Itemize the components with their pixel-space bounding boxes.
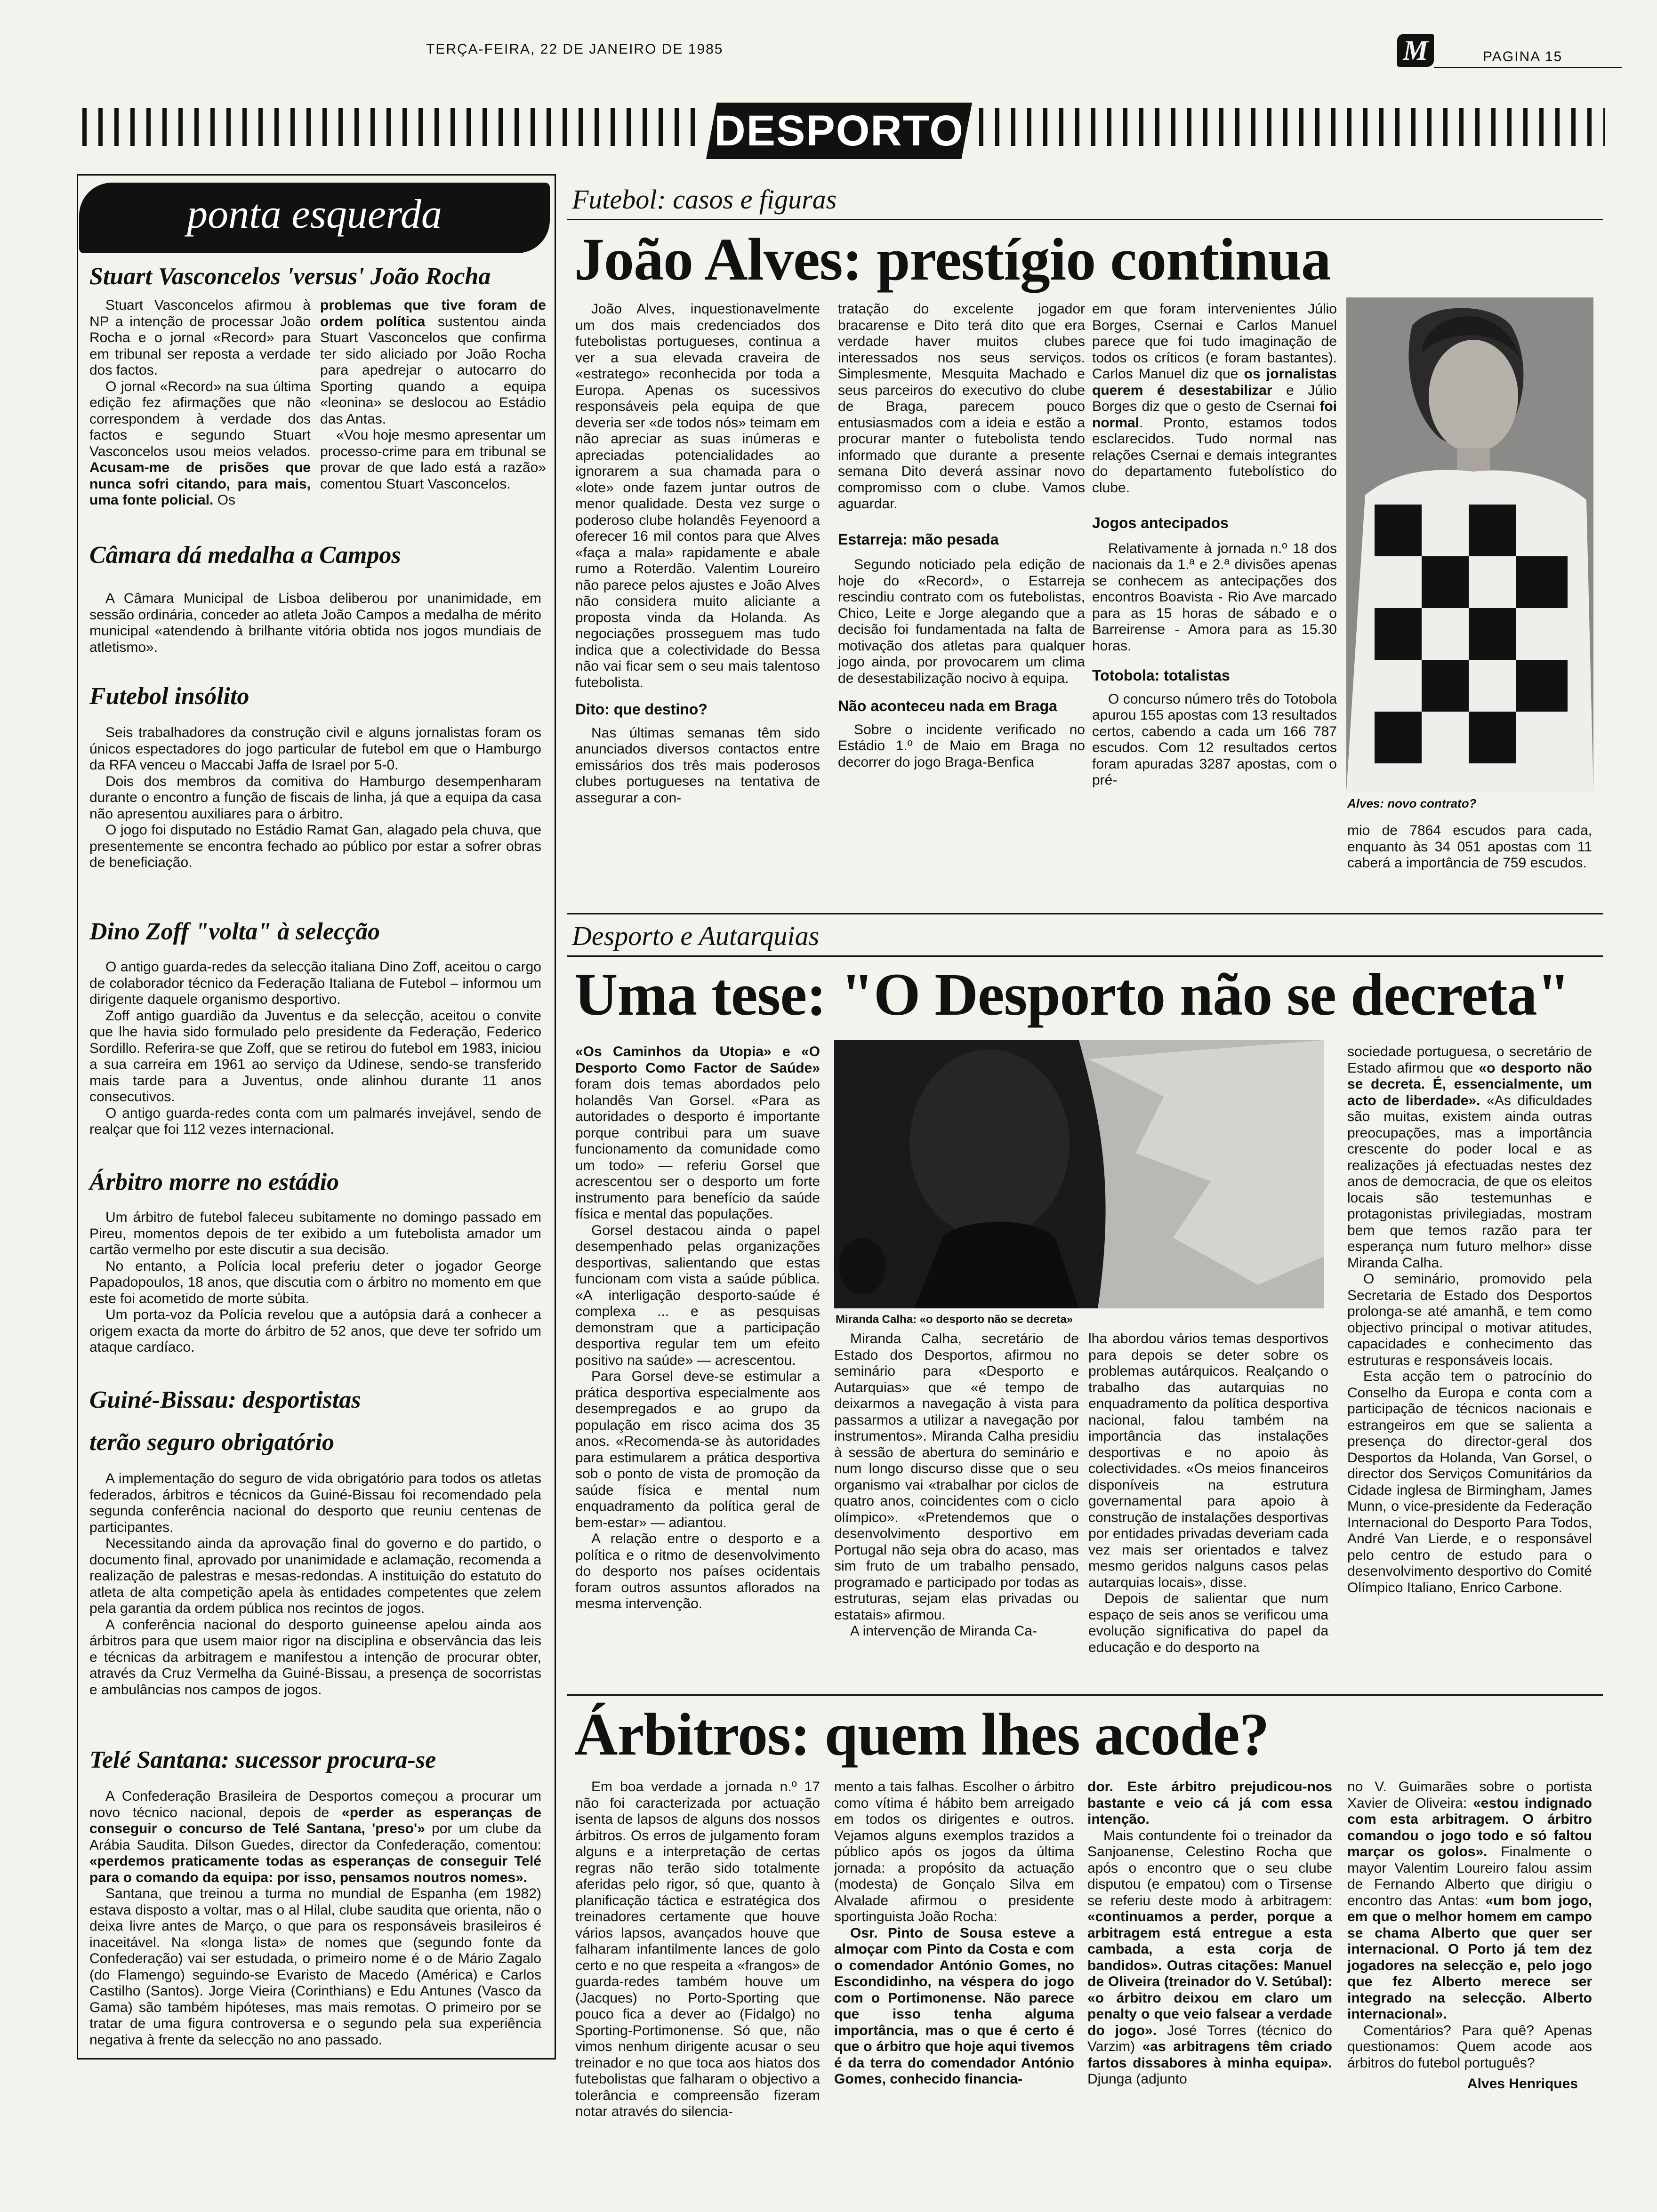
arbitros-c3-bold: dor. Este árbitro prejudicou-nos bastante e veio cá já com essa intenção.: [1087, 1779, 1332, 1827]
tese-c3-p1: lha abordou vários temas desportivos para depois se deter sobre os problemas autárquicos. Realçando o trabalho das autarquias no enquadramento da política desportiva nacional, falou também na importância das instalações desportivas e no apoio às colectividades. «Os meios financeiros disponíveis na estrutura governamental para apoio à construção de instalações desportivas por entidades privadas deveriam cada vez mais ser orientados e talvez mesmo geridos nalguns casos pelas autarquias locais», disse.: [1088, 1331, 1328, 1590]
alves-photo-caption: Alves: novo contrato?: [1347, 796, 1477, 810]
tese-c3-p2: Depois de salientar que num espaço de seis anos se verificou uma evolução significativa do papel da educação e do desporto na: [1088, 1591, 1328, 1655]
section-title: DESPORTO: [714, 107, 964, 155]
zoff-p1: O antigo guarda-redes da selecção italiana Dino Zoff, aceitou o cargo de colaborador técnico da Federação Italiana de Futebol – informou um dirigente daquele organismo desportivo.: [89, 959, 541, 1007]
arbitros-title: Árbitros: quem lhes acode?: [574, 1701, 1269, 1768]
tese-col-2: [834, 1331, 1079, 1640]
tele-p1-a: A Confederação Brasileira de Desportos começou a procurar um novo técnico nacional, depois de: [89, 1788, 541, 1820]
zoff-p3: O antigo guarda-redes conta com um palmarés invejável, sendo de realçar que foi 112 vezes internacional.: [89, 1105, 541, 1137]
zoff-title: Dino Zoff "volta" à selecção: [89, 918, 380, 945]
arbitros-c4-bold: «estou indignado com esta arbitragem. O árbitro comandou o jogo todo e só faltou marçar os golos».: [1347, 1795, 1592, 1859]
zoff-p2: Zoff antigo guardião da Juventus e da selecção, aceitou o convite que lhe havia sido formulado pelo presidente da Federação, Federico Sordillo. Referira-se que Zoff, que se retirou do futebol em 1983, iniciou a sua carreira em 1961 ao serviço da Udinese, sendo-se transferido mais tarde para a Juventus, onde alinhou durante 11 anos consecutivos.: [89, 1008, 541, 1105]
alves-sub-braga: Não aconteceu nada em Braga: [838, 697, 1057, 714]
alves-c3-bold2: foi normal: [1092, 399, 1337, 431]
alves-kicker: Futebol: casos e figuras: [572, 184, 837, 215]
alves-sub-jogos: Jogos antecipados: [1092, 514, 1229, 531]
insolito-p3: O jogo foi disputado no Estádio Ramat Gan, alagado pela chuva, que presentemente se encontra fechado ao público por estar a sofrer obras de beneficiação.: [89, 822, 541, 870]
tese-c2-p1: Miranda Calha, secretário de Estado dos Desportos, afirmou no seminário para «Desporto e Autarquias» que «é tempo de deixarmos a navegação à vista para passarmos a utilizar a navegação por instrumentos». Miranda Calha presidiu à sessão de abertura do seminário e num longo discurso disse que o seu organismo vai «trabalhar por ciclos de quatro anos, coincidentes com o ciclo olímpico». «Pretendemos que o desenvolvimento desportivo em Portugal não seja obra do acaso, mas sim fruto de um trabalho pensado, programado e participado por todas as estruturas, sejam elas privadas ou estatais» afirmou.: [834, 1331, 1079, 1623]
arbitros-c2-p1: mento a tais falhas. Escolher o árbitro como vítima é hábito bem arreigado em todos os dirigentes e outros. Vejamos alguns exemplos trazidos a público após os jogos da última jornada: a propósito da actuação (modesta) de Gonçalo Silva em Alvalade afirmou o presidente sportinguista João Rocha:: [834, 1779, 1074, 1924]
tese-c4-a: sociedade portuguesa, o secretário de Estado afirmou que: [1347, 1044, 1592, 1076]
arbitros-col-3: [1087, 1779, 1332, 2088]
guine-p1: A implementação do seguro de vida obrigatório para todos os atletas federados, árbitros e técnicos da Guiné-Bissau foi recomendado pela segunda conferência nacional do desporto que reuniu centenas de participantes.: [89, 1471, 541, 1535]
tese-c1-p4: A relação entre o desporto e a política e o ritmo de desenvolvimento do desporto nos países ocidentais foram outros assuntos aflorados na mesma intervenção.: [575, 1531, 820, 1611]
alves-c3-bold1: os jornalistas querem é desestabilizar: [1092, 366, 1337, 398]
guine-body: [89, 1471, 541, 1698]
futebol-insolito-body: [89, 725, 541, 871]
tese-c1-p3: Para Gorsel deve-se estimular a prática desportiva especialmente aos desempregados e ao grupo da população em risco acima dos 35 anos. «Recomenda-se às autoridades para estimularem a prática desportiva sob o ponto de vista de promoção da saúde física e mental num enquadramento da política geral de bem-estar» — adiantou.: [575, 1369, 820, 1531]
arbitros-c3-b: José Torres (técnico do Varzim): [1087, 2022, 1332, 2054]
tese-c4-p2: O seminário, promovido pela Secretaria de Estado dos Desportos prolonga-se até amanhã, e tem como objectivo principal o motivar atitudes, capacidades e conhecimento das estruturas e responsáveis locais.: [1347, 1271, 1592, 1368]
arbitros-c3-bold2: «continuamos a perder, porque a arbitragem está entregue a esta cambada, a esta corja de bandidos». Outras citações: Manuel de Oliveira (treinador do V. Setúbal): «o árbitro deixou em claro um penalty o que veio falsear a verdade do jogo».: [1087, 1909, 1332, 2038]
stuart-p1: Stuart Vasconcelos afirmou à NP a intenção de processar João Rocha e o jornal «Record» para em tribunal ser reposta a verdade dos factos.: [89, 297, 311, 378]
arbitros-c3-bold3: «as arbitragens têm criado fartos dissabores à minha equipa».: [1087, 2039, 1332, 2071]
tese-c4-p1: [1347, 1044, 1592, 1271]
arbitros-c4-bold2: «um bom jogo, em que o melhor homem em campo se chama Alberto que quer ser internacional. O Porto já tem dez jogadores na selecção e, pelo jogo que fez Alberto merece ser integrado na selecção. Alberto internacional».: [1347, 1892, 1592, 2022]
camara-body: [89, 591, 541, 656]
arbitro-morre-body: [89, 1210, 541, 1356]
arbitro-morre-title: Árbitro morre no estádio: [89, 1169, 339, 1195]
page-date: TERÇA-FEIRA, 22 DE JANEIRO DE 1985: [426, 41, 724, 57]
tese-col-3: [1088, 1331, 1328, 1656]
arbitros-top-rule: [567, 1694, 1603, 1696]
morre-p3: Um porta-voz da Polícia revelou que a autópsia dará a conhecer a origem exacta da morte do árbitro de 52 anos, que deve ter sofrido um ataque cardíaco.: [89, 1307, 541, 1355]
arbitros-c3-a: Mais contundente foi o treinador da Sanjoanense, Celestino Rocha que após o encontro que o seu clube disputou (e empatou) com o Tirsense se referiu deste modo à arbitragem:: [1087, 1827, 1332, 1908]
arbitros-c3-p2: [1087, 1828, 1332, 2088]
header-rule: [1434, 67, 1622, 68]
alves-photo-figure: [1346, 297, 1593, 792]
tese-title: Uma tese: "O Desporto não se decreta": [574, 961, 1570, 1028]
arbitros-c4-b: Finalmente o mayor Valentim Loureiro falou assim de Fernando Alberto que dirigiu o encontro das Antas:: [1347, 1844, 1592, 1908]
stuart-p3-text: sustentou ainda Stuart Vasconcelos que confirma ter sido aliciado por João Rocha para apedrejar o autocarro do Sporting quando a equipa «leonina» se deslocou ao Estádio das Antas.: [320, 313, 546, 427]
alves-col-1: [575, 301, 820, 806]
alves-c3-b: e Júlio Borges diz que o gesto de Csernai: [1092, 382, 1337, 414]
alves-c3-p2: Relativamente à jornada n.º 18 dos nacionais da 1.ª e 2.ª divisões apenas se conhecem as antecipações dos encontros Boavista - Rio Ave marcado para as 15 horas de sábado e o Barreirense - Amora para as 15.30 horas.: [1092, 540, 1337, 654]
alves-photo: [1346, 297, 1593, 792]
zoff-body: [89, 959, 541, 1138]
section-stripes-left: [82, 108, 699, 146]
alves-c1-p1: João Alves, inquestionavelmente um dos mais credenciados dos futebolistas portugueses, continua a ver a sua elevada craveira de «estratego» reconhecida por toda a Europa. Apenas os sucessivos responsáveis pela equipa de que deveria ser «de todos nós» teimam em não apreciar as suas inúmeras e apreciadas potencialidades ao ignorarem a sua chamada para o «lote» onde fazem juntar outros de menor qualidade. Desta vez surge o poderoso clube holandês Feyenoord a oferecer 16 mil contos para que Alves «faça a mala» rapidamente e abale rumo a Roterdão. Valentim Loureiro não parece pelos ajustes e João Alves não considera muito aliciante a proposta vinda da Holanda. As negociações prosseguem mas tudo indica que a colectividade do Bessa não vai ficar sem o seu mais talentoso futebolista.: [575, 301, 820, 690]
morre-p1: Um árbitro de futebol faleceu subitamente no domingo passado em Pireu, momentos depois de ter exibido a um futebolista amador um cartão vermelho por este discutir a sua decisão.: [89, 1210, 541, 1258]
arbitros-c4-a: no V. Guimarães sobre o portista Xavier de Oliveira:: [1347, 1779, 1592, 1811]
arbitros-c2-p2: [834, 1925, 1074, 2088]
tese-c1-a: foram dois temas abordados pelo holandês Van Gorsel. «Para as autoridades o desporto é importante porque contribui para um suave funcionamento da comunidade como um todo» — referiu Gorsel que acrescentou ser o desporto um forte instrumento para benefício da saúde física e mental das populações.: [575, 1076, 820, 1222]
tese-c1-p1: [575, 1044, 820, 1223]
tele-p1: [89, 1788, 541, 1886]
alves-c3-p3: O concurso número três do Totobola apurou 155 apostas com 13 resultados certos, cabendo a cada um 166 787 escudos. Com 12 resultados certos foram apuradas 3287 apostas, com o pré-: [1092, 691, 1337, 788]
tese-col-4: [1347, 1044, 1592, 1596]
newspaper-logo: [1397, 34, 1434, 67]
alves-col-3: [1092, 301, 1337, 789]
stuart-col-b: [320, 297, 546, 492]
tele-title: Telé Santana: sucessor procura-se: [89, 1747, 436, 1773]
miranda-photo-caption: Miranda Calha: «o desporto não se decreta»: [836, 1313, 1073, 1326]
insolito-p1: Seis trabalhadores da construção civil e alguns jornalistas foram os únicos espectadores do jogo particular de futebol em que o Hamburgo da RFA venceu o Maccabi Jaffa de Israel por 5-0.: [89, 725, 541, 773]
tele-p1-b: por um clube da Arábia Saudita. Dilson Guedes, director da Confederação, comentou:: [89, 1821, 541, 1853]
alves-sub-dito: Dito: que destino?: [575, 701, 708, 718]
stuart-p2-bold: Acusam-me de prisões que nunca sofri citando, para mais, uma fonte policial.: [89, 460, 311, 508]
alves-title: João Alves: prestígio continua: [574, 226, 1331, 293]
arbitros-c3-c: Djunga (adjunto: [1087, 2071, 1187, 2087]
tese-c4-bold: «o desporto não se decreta. É, essencialmente, um acto de liberdade».: [1347, 1060, 1592, 1108]
guine-p2: Necessitando ainda da aprovação final do governo e do partido, o documento final, aprovado por unanimidade e aclamação, recomenda a realização de palestras e mesas-redondas. A instituição do estatuto do atleta de alta competição apela às entidades competentes que zelem pela garantia da ordem pública nos recintos de jogos.: [89, 1536, 541, 1616]
tese-c4-b: «As dificuldades são muitas, existem ainda outras preocupações, mas a importância crescente do poder local e as realizações já efectuadas nestes dez anos de democracia, de que os eleitos locais são testemunhas e protagonistas privilegiadas, mostram bem que temos razão para ter esperança num futuro melhor» disse Miranda Calha.: [1347, 1092, 1592, 1271]
guine-p3: A conferência nacional do desporto guineense apelou ainda aos árbitros para que usem maior rigor na disciplina e observância das leis e técnicas da arbitragem e manifestou a intenção de procurar obter, através da Cruz Vermelha da Guiné-Bissau, a presença de socorristas e ambulâncias nos campos de jogos.: [89, 1617, 541, 1698]
futebol-insolito-title: Futebol insólito: [89, 683, 249, 710]
alves-kicker-rule: [567, 219, 1603, 220]
alves-sub-estarreja: Estarreja: mão pesada: [838, 530, 999, 548]
stuart-p4: «Vou hoje mesmo apresentar um processo-crime para em tribunal se provar de que lado está a razão» comentou Stuart Vasconcelos.: [320, 427, 546, 492]
alves-c2-p2: Segundo noticiado pela edição de hoje do «Record», o Estarreja rescindiu contrato com os futebolistas, Chico, Leite e Jorge alegando que a decisão foi fundamentada na falta de motivação dos atletas para qualquer jogo ainda, por provocarem um clima de desestabilização nocivo à equipa.: [838, 557, 1085, 686]
alves-c2-p3: Sobre o incidente verificado no Estádio 1.º de Maio em Braga no decorrer do jogo Braga-Benfica: [838, 721, 1085, 770]
arbitros-c2-bold: Osr. Pinto de Sousa esteve a almoçar com Pinto da Costa e com o comendador António Gomes, no Escondidinho, na véspera do jogo com o Portimonense. Não parece que isso tenha alguma importância, mas o que é certo é que o árbitro que hoje aqui tivemos é da terra do comendador António Gomes, conhecido financia-: [834, 1925, 1074, 2087]
arbitros-col-1: [575, 1779, 820, 2120]
morre-p2: No entanto, a Polícia local preferiu deter o jogador George Papadopoulos, 18 anos, que discutia com o árbitro no momento em que este foi acometido de morte súbita.: [89, 1258, 541, 1306]
tele-p2: Santana, que treinou a turma no mundial de Espanha (em 1982) estava disposto a voltar, mas o al Hilal, clube saudita que orienta, não o deixa livre antes de Março, o que para os responsáveis brasileiros é inaceitável. Na «longa lista» de nomes que (segundo fonte da Confederação) vai ser estudada, o primeiro nome é o de Mário Zagalo (do Flamengo) seguindo-se Evaristo de Macedo (América) e Carlos Castilho (Santos). Jorge Vieira (Corinthians) e Edu Antunes (Vasco da Gama) são também hipóteses, mas mais remotas. O primeiro por se tratar de uma figura controversa e o segundo pela sua experiência negativa à frente da selecção no ano passado.: [89, 1886, 541, 2048]
tese-c4-p3: Esta acção tem o patrocínio do Conselho da Europa e conta com a participação de técnicos nacionais e estrangeiros em que se salienta a presença do director-geral dos Desportos da Holanda, Van Gorsel, o director dos Serviços Comunitários da Cidade inglesa de Birmingham, James Munn, o vice-presidente da Federação Internacional do Desporto Para Todos, André Van Lierde, e o responsável pelo centro de estudo para o desenvolvimento desportivo do Comité Olímpico Italiano, Enrico Carbone.: [1347, 1369, 1592, 1595]
camara-p1: A Câmara Municipal de Lisboa deliberou por unanimidade, em sessão ordinária, conceder ao atleta João Campos a medalha de mérito municipal «atendendo à brilhante vitória obtida nos jogos mundiais de atletismo».: [89, 591, 541, 655]
miranda-photo: [834, 1040, 1324, 1308]
alves-c3-c: . Pronto, estamos todos esclarecidos. Tudo normal nas relações Csernai e demais integrantes do departamento futebolístico do clube.: [1092, 415, 1337, 496]
arbitros-c4-p1: [1347, 1779, 1592, 2023]
tese-c1-bold: «Os Caminhos da Utopia» e «O Desporto Como Factor de Saúde»: [575, 1044, 820, 1076]
alves-col-4: [1347, 823, 1592, 872]
tese-c1-p2: Gorsel destacou ainda o papel desempenhado pelas organizações desportivas, salientando que estas funcionam com vista a saúde pública. «A interligação desporto-saúde é complexa ... e as pesquisas demonstram que a participação desportiva regular tem um efeito positivo na saúde» — acrescentou.: [575, 1222, 820, 1368]
camara-title: Câmara dá medalha a Campos: [89, 542, 401, 569]
tese-kicker-rule: [567, 955, 1603, 957]
tese-top-rule: [567, 913, 1603, 914]
tele-body: [89, 1788, 541, 2048]
logo-letter: M: [1403, 35, 1428, 66]
alves-c3-p1: [1092, 301, 1337, 496]
arbitros-c4-p2: Comentários? Para quê? Apenas questionamos: Quem acode aos árbitros do futebol português?: [1347, 2022, 1592, 2071]
ponta-esquerda-title: ponta esquerda: [187, 192, 442, 237]
arbitros-col-4: [1347, 1779, 1592, 2092]
arbitros-signature: Alves Henriques: [1467, 2076, 1578, 2092]
alves-col-2: [838, 301, 1085, 770]
alves-c3-a: em que foram intervenientes Júlio Borges, Csernai e Carlos Manuel parece que foi tudo imaginação de todos os críticos (e foram bastantes). Carlos Manuel diz que: [1092, 301, 1337, 382]
tese-c2-p2: A intervenção de Miranda Ca-: [850, 1623, 1037, 1639]
arbitros-col-2: [834, 1779, 1074, 2088]
arbitros-c3-p1: [1087, 1779, 1332, 1828]
stuart-p3: [320, 297, 546, 427]
tese-col-1: [575, 1044, 820, 1612]
stuart-col-a: [89, 297, 311, 509]
stuart-p2-text: O jornal «Record» na sua última edição fez afirmações que não correspondem à verdade dos factos e segundo Stuart Vasconcelos usou meios velados.: [89, 378, 311, 459]
stuart-p2-end: Os: [217, 492, 236, 508]
section-stripes-right: [979, 108, 1605, 146]
guine-title-1: Guiné-Bissau: desportistas: [89, 1387, 361, 1413]
stuart-title: Stuart Vasconcelos 'versus' João Rocha: [89, 263, 491, 290]
miranda-photo-figure: [834, 1040, 1324, 1308]
stuart-p2: [89, 379, 311, 509]
alves-c1-p2: Nas últimas semanas têm sido anunciados diversos contactos entre emissários dos três mais poderosos clubes portugueses na tentativa de assegurar a con-: [575, 725, 820, 806]
alves-sub-totobola: Totobola: totalistas: [1092, 667, 1230, 684]
tese-kicker: Desporto e Autarquias: [572, 921, 820, 951]
insolito-p2: Dois dos membros da comitiva do Hamburgo desempenharam durante o encontro a função de fiscais de linha, já que a equipa da casa não apresentou auxiliares para o árbitro.: [89, 773, 541, 822]
alves-c4-p1: mio de 7864 escudos para cada, enquanto às 34 051 apostas com 11 caberá a importância de 759 escudos.: [1347, 823, 1592, 871]
tele-p1-bold2: «perdemos praticamente todas as esperanças de conseguir Telé para o comando da equipa: por isso, pensamos noutros nomes».: [89, 1853, 541, 1885]
stuart-p3-bold: problemas que tive foram de ordem política: [320, 297, 546, 329]
tele-p1-bold: «perder as esperanças de conseguir o concurso de Telé Santana, 'preso'»: [89, 1804, 541, 1836]
page-number: PAGINA 15: [1483, 49, 1563, 64]
guine-title-2: terão seguro obrigatório: [89, 1429, 335, 1456]
arbitros-c1-p1: Em boa verdade a jornada n.º 17 não foi caracterizada por actuação isenta de lapsos de alguns dos nossos árbitros. Os erros de julgamento foram alguns e a interpretação de certas regras não terão sido totalmente aferidas pelo rigor, só que, quanto à planificação táctica e estratégica dos treinadores certamente que houve vários lapsos, avançados houve que falharam infantilmente lances de golo certo e no que respeita a «frangos» de guarda-redes também houve um (Jacques) no Porto-Sporting que pouco fica a dever ao (Fidalgo) no Sporting-Portimonense. Só que, não vimos nenhum dirigente acusar o seu treinador e no que toca aos hiatos dos futebolistas que falharam o objectivo a tolerância e compreensão fizeram notar através do silencia-: [575, 1779, 820, 2119]
alves-c2-p1: tratação do excelente jogador bracarense e Dito terá dito que era verdade haver muitos clubes interessados nos seus serviços. Simplesmente, Mesquita Machado e seus parceiros do executivo do clube de Braga, parecem pouco entusiasmados com a ideia e estão a procurar manter o futebolista tendo informado que durante a presente semana Dito deverá assinar novo compromisso com o clube. Vamos aguardar.: [838, 301, 1085, 512]
